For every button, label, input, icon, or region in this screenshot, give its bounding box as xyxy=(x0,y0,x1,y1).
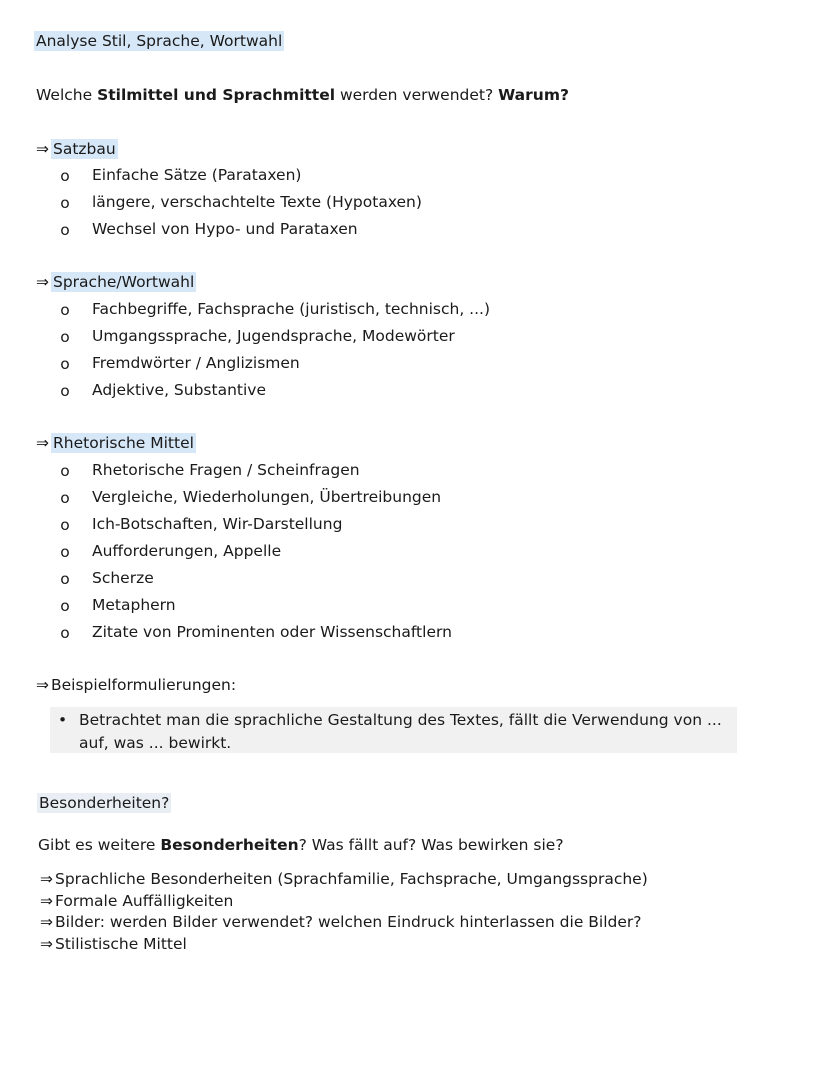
bullet-dot-icon: • xyxy=(58,711,68,729)
arrow-icon: ⇒ xyxy=(36,273,49,291)
circle-bullet-icon: o xyxy=(60,489,70,507)
list-item: Vergleiche, Wiederholungen, Übertreibungen xyxy=(92,488,442,506)
circle-bullet-icon: o xyxy=(60,597,70,615)
circle-bullet-icon: o xyxy=(60,382,70,400)
question-bold-2: Warum? xyxy=(498,86,569,104)
circle-bullet-icon: o xyxy=(60,624,70,642)
list-item: Wechsel von Hypo- und Parataxen xyxy=(92,220,358,238)
list-item: Zitate von Prominenten oder Wissenschaftlern xyxy=(92,623,452,641)
satzbau-heading xyxy=(36,140,118,159)
list-item: Einfache Sätze (Parataxen) xyxy=(92,166,302,184)
circle-bullet-icon: o xyxy=(60,328,70,346)
list-item xyxy=(40,892,233,911)
beispiel-heading-text: Beispielformulierungen: xyxy=(51,676,237,694)
rhetorik-heading xyxy=(36,434,196,453)
circle-bullet-icon: o xyxy=(60,221,70,239)
list-item: Scherze xyxy=(92,569,154,587)
list-item-text: Formale Auffälligkeiten xyxy=(55,892,234,910)
circle-bullet-icon: o xyxy=(60,167,70,185)
arrow-icon: ⇒ xyxy=(40,913,53,931)
question-text: Gibt es weitere xyxy=(38,836,161,854)
list-item: Umgangssprache, Jugendsprache, Modewörter xyxy=(92,327,455,345)
question-text: Welche xyxy=(36,86,98,104)
list-item xyxy=(40,870,648,889)
beispiel-heading xyxy=(36,676,236,695)
main-question xyxy=(36,86,569,105)
list-item-text: Bilder: werden Bilder verwendet? welchen Eindruck hinterlassen die Bilder? xyxy=(55,913,642,931)
question-text-2: werden verwendet? xyxy=(335,86,499,104)
list-item: Fachbegriffe, Fachsprache (juristisch, technisch, ...) xyxy=(92,300,491,318)
besonderheiten-title xyxy=(37,794,171,813)
list-item-text: Sprachliche Besonderheiten (Sprachfamilie, Fachsprache, Umgangssprache) xyxy=(55,870,648,888)
list-item: Adjektive, Substantive xyxy=(92,381,267,399)
rhetorik-heading-text: Rhetorische Mittel xyxy=(53,434,194,452)
circle-bullet-icon: o xyxy=(60,462,70,480)
arrow-icon: ⇒ xyxy=(36,676,49,694)
satzbau-heading-text: Satzbau xyxy=(53,140,116,158)
list-item: Metaphern xyxy=(92,596,176,614)
example-text: Betrachtet man die sprachliche Gestaltung des Textes, fällt die Verwendung von ... auf, was ... bewirkt. xyxy=(79,711,722,752)
example-box xyxy=(50,707,737,753)
list-item xyxy=(40,935,187,954)
circle-bullet-icon: o xyxy=(60,570,70,588)
list-item: Aufforderungen, Appelle xyxy=(92,542,282,560)
circle-bullet-icon: o xyxy=(60,516,70,534)
arrow-icon: ⇒ xyxy=(40,870,53,888)
arrow-icon: ⇒ xyxy=(40,935,53,953)
list-item-text: Stilistische Mittel xyxy=(55,935,187,953)
question-bold-1: Stilmittel und Sprachmittel xyxy=(97,86,336,104)
section-title-text: Analyse Stil, Sprache, Wortwahl xyxy=(36,32,283,50)
section-title xyxy=(34,32,284,51)
arrow-icon: ⇒ xyxy=(36,140,49,158)
arrow-icon: ⇒ xyxy=(40,892,53,910)
besonderheiten-title-text: Besonderheiten? xyxy=(39,794,170,812)
circle-bullet-icon: o xyxy=(60,301,70,319)
arrow-icon: ⇒ xyxy=(36,434,49,452)
list-item: Rhetorische Fragen / Scheinfragen xyxy=(92,461,360,479)
sprache-heading-text: Sprache/Wortwahl xyxy=(53,273,195,291)
list-item: längere, verschachtelte Texte (Hypotaxen) xyxy=(92,193,422,211)
circle-bullet-icon: o xyxy=(60,194,70,212)
question-text-2: ? Was fällt auf? Was bewirken sie? xyxy=(298,836,564,854)
sprache-heading xyxy=(36,273,196,292)
circle-bullet-icon: o xyxy=(60,355,70,373)
list-item xyxy=(40,913,642,932)
list-item: Ich-Botschaften, Wir-Darstellung xyxy=(92,515,343,533)
question-bold: Besonderheiten xyxy=(160,836,299,854)
circle-bullet-icon: o xyxy=(60,543,70,561)
besonderheiten-question xyxy=(38,836,564,855)
list-item: Fremdwörter / Anglizismen xyxy=(92,354,300,372)
